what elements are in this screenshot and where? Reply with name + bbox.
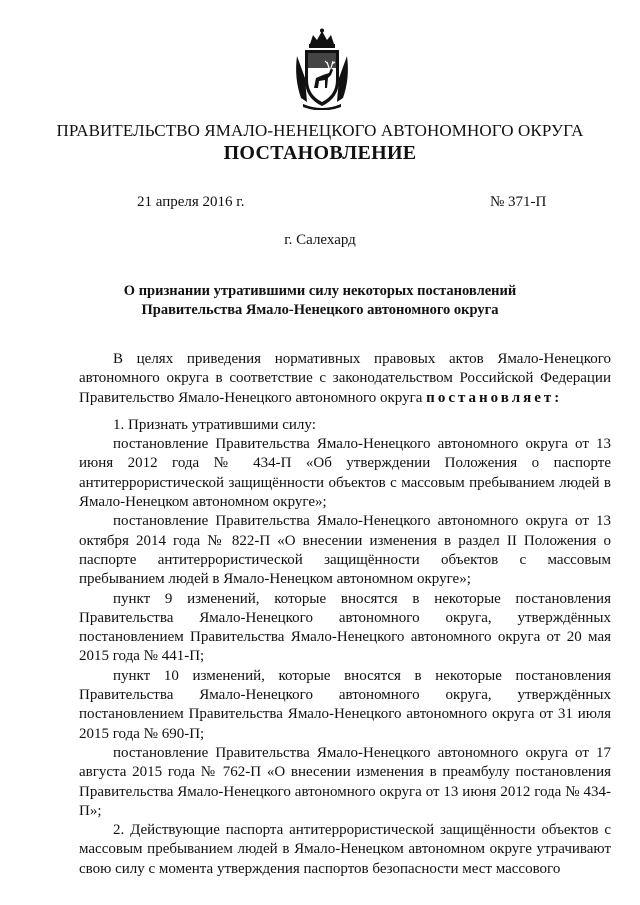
- list-item-5: постановление Правительства Ямало-Ненецкого автономного округа от 17 августа 2015 года № 762-П «О внесении изменения в преамбулу постановления Правительства Ямало-Ненецкого автономного округа от 13 июня 2012 года № 434-П»;: [79, 744, 611, 819]
- document-city: г. Салехард: [284, 232, 356, 248]
- document-number: № 371-П: [490, 194, 547, 210]
- preamble-paragraph: [79, 350, 611, 408]
- preamble-verb: постановляет:: [426, 389, 563, 406]
- item-1-lead: 1. Признать утратившими силу:: [113, 416, 316, 433]
- coat-of-arms-icon: [293, 28, 351, 110]
- list-item-1: постановление Правительства Ямало-Ненецкого автономного округа от 13 июня 2012 года № 434-П «Об утверждении Положения о паспорте антитеррористической защищённости объектов с массовым пребыванием людей в Ямало-Ненецком автономном округе»;: [79, 436, 611, 511]
- government-name: ПРАВИТЕЛЬСТВО ЯМАЛО-НЕНЕЦКОГО АВТОНОМНОГО ОКРУГА: [56, 121, 584, 140]
- title-line-1: О признании утратившими силу некоторых постановлений: [123, 283, 517, 299]
- item-2-paragraph: 2. Действующие паспорта антитеррористической защищённости объектов с массовым пребыванием людей в Ямало-Ненецком автономном округе утрачивают свою силу с момента утверждения паспортов безопасности мест массового: [79, 822, 611, 877]
- list-item-3: пункт 9 изменений, которые вносятся в некоторые постановления Правительства Ямало-Ненецкого автономного округа, утверждённых постановлением Правительства Ямало-Ненецкого автономного округа от 20 мая 2015 года № 441-П;: [79, 590, 611, 665]
- list-item-4: пункт 10 изменений, которые вносятся в некоторые постановления Правительства Ямало-Ненецкого автономного округа, утверждённых постановлением Правительства Ямало-Ненецкого автономного округа от 31 июля 2015 года № 690-П;: [79, 667, 611, 742]
- list-item-2: постановление Правительства Ямало-Ненецкого автономного округа от 13 октября 2014 года № 822-П «О внесении изменения в раздел II Положения о паспорте антитеррористической защищённости объектов с массовым пребыванием людей в Ямало-Ненецком автономном округе»;: [79, 513, 611, 588]
- document-type: ПОСТАНОВЛЕНИЕ: [223, 142, 417, 164]
- title-line-2: Правительства Ямало-Ненецкого автономного округа: [141, 302, 499, 318]
- document-body: [79, 350, 611, 879]
- document-title: [0, 282, 640, 320]
- document-date: 21 апреля 2016 г.: [137, 194, 245, 210]
- preamble-text: В целях приведения нормативных правовых актов Ямало-Ненецкого автономного округа в соответствие с законодательством Российской Федерации Правительство Ямало-Ненецкого автономного округа: [79, 351, 611, 406]
